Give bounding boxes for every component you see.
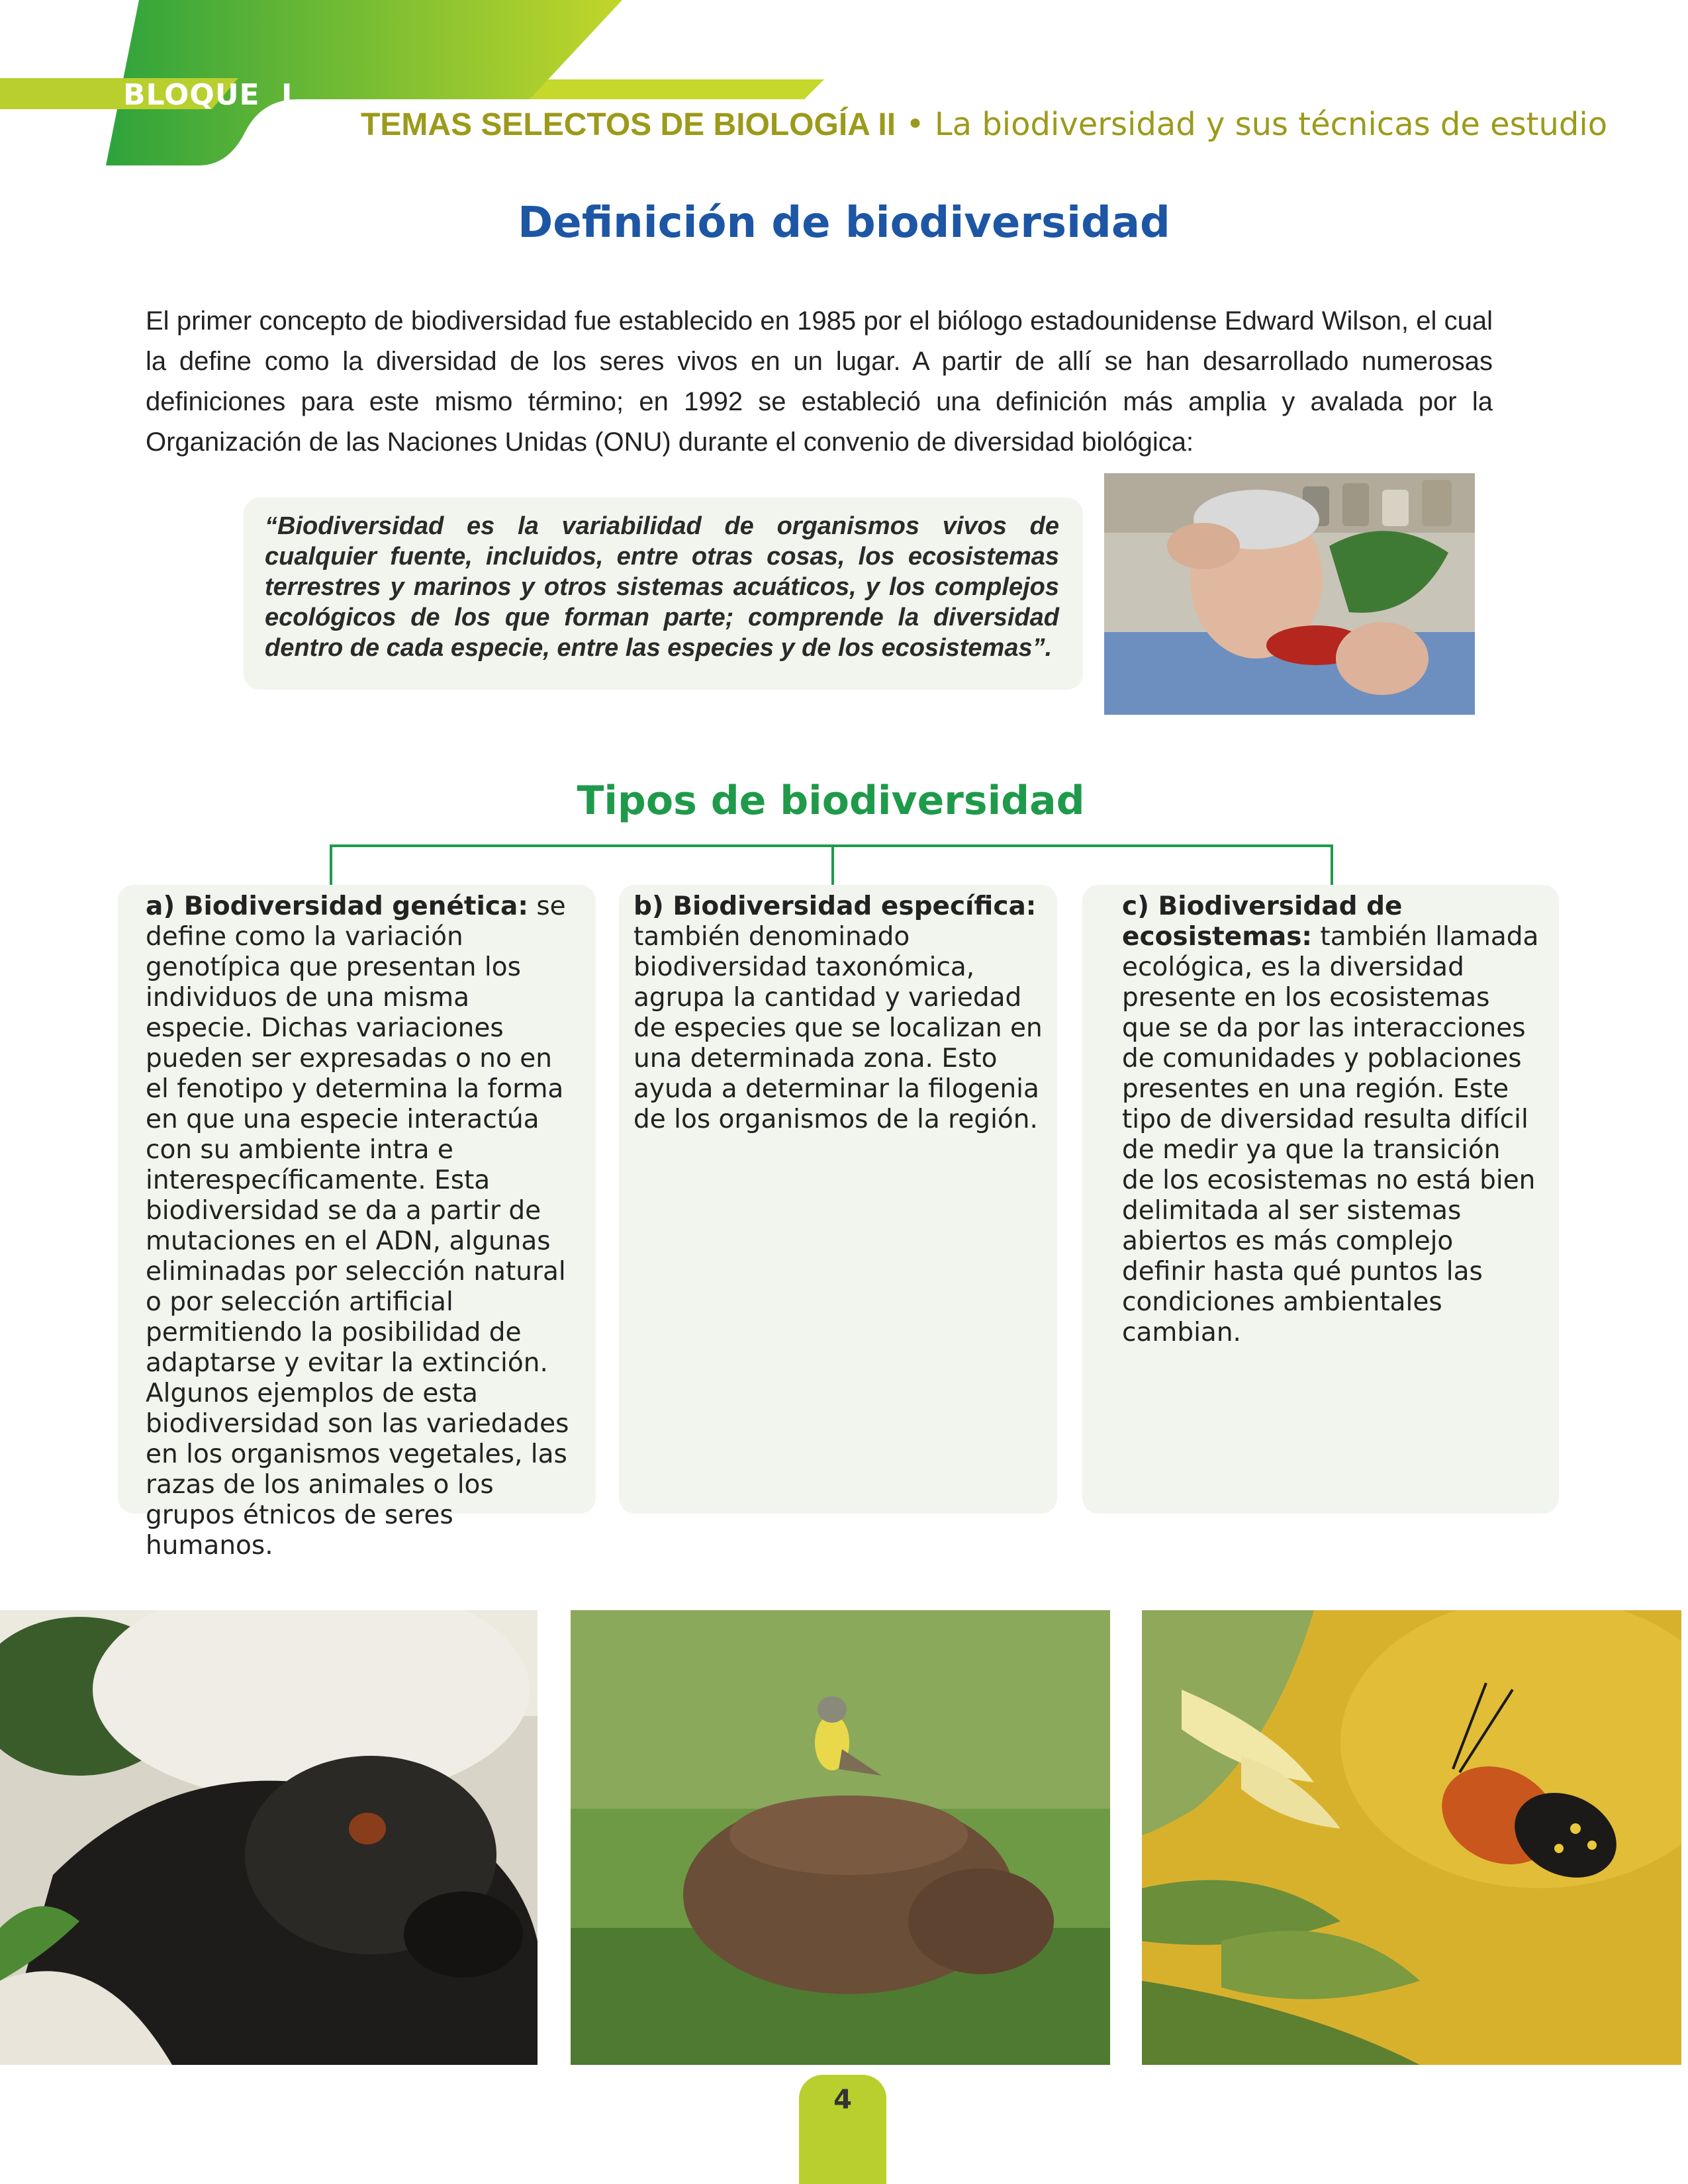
genetic-biodiversity-text <box>146 891 583 1561</box>
types-connector-lines <box>0 834 1688 887</box>
lemur-photo <box>0 1610 538 2065</box>
bloque-label: BLOQUE <box>123 78 260 112</box>
specific-biodiversity-heading: b) Biodiversidad específica: <box>633 891 1037 921</box>
genetic-biodiversity-body: se define como la variación genotípica que presentan los individuos de una misma especie. Dichas variaciones pueden ser expresadas o no en el fenotipo y determina la forma en que una especie interactúa con su ambiente intra e interespecíficamente. Esta biodiversidad se da a partir de mutaciones en el ADN, algunas eliminadas por selección natural o por selección artificial permitiendo la posibilidad de adaptarse y evitar la extinción. Algunos ejemplos de esta biodiversidad son las variedades en los organismos vegetales, las razas de los animales o los grupos étnicos de seres humanos. <box>146 891 569 1561</box>
page-title: Definición de biodiversidad <box>518 199 1170 248</box>
ecosystem-biodiversity-body: también llamada ecológica, es la diversidad presente en los ecosistemas que se da por las interacciones de comunidades y poblaciones presentes en una región. Este tipo de diversidad resulta difícil de medir ya que la transición de los ecosistemas no está bien delimitada al ser sistemas abiertos es más complejo definir hasta qué puntos las condiciones ambientales cambian. <box>1122 922 1539 1347</box>
genetic-biodiversity-heading: a) Biodiversidad genética: <box>146 891 528 921</box>
edward-wilson-photo <box>1104 473 1475 715</box>
running-head <box>361 106 1607 143</box>
section-title: Tipos de biodiversidad <box>577 778 1085 824</box>
bloque-number: I <box>281 78 293 112</box>
onu-definition-quote: “Biodiversidad es la variabilidad de organismos vivos de cualquier fuente, incluidos, entre otras cosas, los ecosistemas terrestres y marinos y otros sistemas acuáticos, y los complejos ecológicos de los que forman parte; comprende la diversidad dentro de cada especie, entre las especies y de los ecosistemas”. <box>265 512 1059 662</box>
subject-name: TEMAS SELECTOS DE BIOLOGÍA II <box>361 107 896 142</box>
specific-biodiversity-text <box>633 891 1044 1135</box>
specific-biodiversity-body: también denominado biodiversidad taxonómica, agrupa la cantidad y variedad de especies que se localizan en una determinada zona. Esto ayuda a determinar la filogenia de los organismos de la región. <box>633 922 1043 1134</box>
butterfly-on-flowers-photo <box>1142 1610 1681 2065</box>
running-head-separator: • <box>906 106 925 143</box>
intro-paragraph: El primer concepto de biodiversidad fue establecido en 1985 por el biólogo estadounidense Edward Wilson, el cual la define como la diversidad de los seres vivos en un lugar. A partir de allí se han desarrollado numerosas definiciones para este mismo término; en 1992 se estableció una definición más amplia y avalada por la Organización de las Naciones Unidas (ONU) durante el convenio de diversidad biológica: <box>146 306 1493 457</box>
topic-name: La biodiversidad y sus técnicas de estudio <box>934 106 1608 143</box>
ecosystem-biodiversity-text <box>1122 891 1539 1348</box>
page-number: 4 <box>833 2085 852 2115</box>
capybara-with-bird-photo <box>571 1610 1110 2065</box>
ecosystem-biodiversity-heading: c) Biodiversidad de ecosistemas: <box>1122 891 1403 952</box>
